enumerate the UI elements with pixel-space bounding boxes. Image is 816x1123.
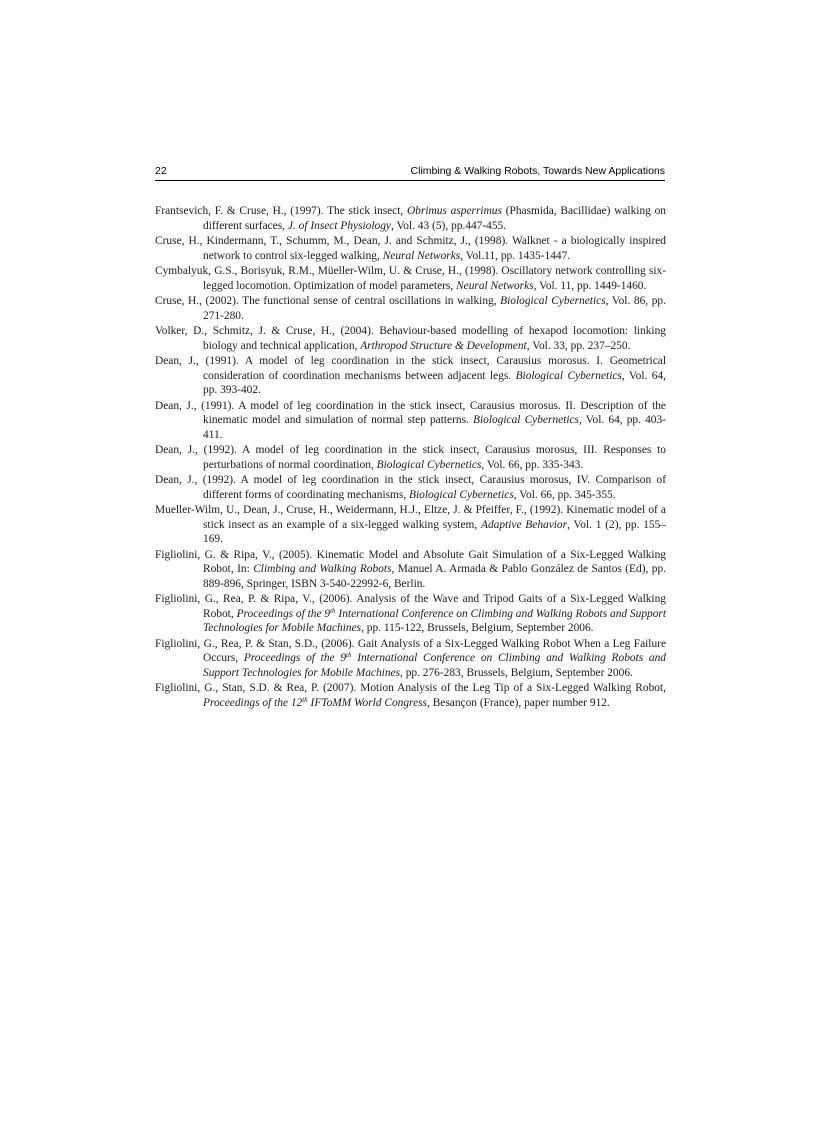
reference-item: Dean, J., (1992). A model of leg coordination in the stick insect, Carausius morosus, IV. Comparison of different forms of coordinating mechanisms, Biological Cybernetics, Vol. 66, pp. 345-355. [155, 474, 666, 501]
reference-item: Cruse, H., Kindermann, T., Schumm, M., Dean, J. and Schmitz, J., (1998). Walknet - a biologically inspired network to control six-legged walking, Neural Networks, Vol.11, pp. 1435-1447. [155, 235, 666, 262]
reference-item: Dean, J., (1991). A model of leg coordination in the stick insect, Carausius morosus. I. Geometrical consideration of coordination mechanisms between adjacent legs. Biological Cybernetics, Vol. 64, pp. 393-402. [155, 355, 666, 396]
page-header [155, 164, 665, 181]
page-number: 22 [155, 165, 167, 177]
reference-item: Figliolini, G., Rea, P. & Stan, S.D., (2006). Gait Analysis of a Six-Legged Walking Robot When a Leg Failure Occurs, Proceedings of the 9th International Conference on Climbing and Walking Robots and Support Technologies for Mobile Machines, pp. 276-283, Brussels, Belgium, September 2006. [155, 637, 666, 679]
running-title: Climbing & Walking Robots, Towards New Applications [410, 165, 665, 177]
reference-item: Volker, D., Schmitz, J. & Cruse, H., (2004). Behaviour-based modelling of hexapod locomotion: linking biology and technical application, Arthropod Structure & Development, Vol. 33, pp. 237–250. [155, 325, 666, 352]
reference-item: Figliolini, G. & Ripa, V., (2005). Kinematic Model and Absolute Gait Simulation of a Six-Legged Walking Robot, In: Climbing and Walking Robots, Manuel A. Armada & Pablo González de Santos (Ed), pp. 889-896, Springer, ISBN 3-540-22992-6, Berlin. [155, 548, 667, 590]
reference-item: Cruse, H., (2002). The functional sense of central oscillations in walking, Biological Cybernetics, Vol. 86, pp. 271-280. [155, 295, 666, 322]
reference-list [155, 204, 666, 711]
reference-item: Figliolini, G., Stan, S.D. & Rea, P. (2007). Motion Analysis of the Leg Tip of a Six-Legged Walking Robot, Proceedings of the 12th IFToMM World Congress, Besançon (France), paper number 912. [155, 682, 666, 709]
reference-item: Dean, J., (1991). A model of leg coordination in the stick insect, Carausius morosus. II. Description of the kinematic model and simulation of normal step patterns. Biological Cybernetics, Vol. 64, pp. 403-411. [155, 399, 666, 441]
reference-item: Mueller-Wilm, U., Dean, J., Cruse, H., Weidermann, H.J., Eltze, J. & Pfeiffer, F., (1992). Kinematic model of a stick insect as an example of a six-legged walking system, Adaptive Behavior, Vol. 1 (2), pp. 155–169. [155, 504, 666, 545]
reference-item: Frantsevich, F. & Cruse, H., (1997). The stick insect, Obrimus asperrimus (Phasmida, Bacillidae) walking on different surfaces, J. of Insect Physiology, Vol. 43 (5), pp.447-455. [155, 205, 666, 232]
reference-item: Dean, J., (1992). A model of leg coordination in the stick insect, Carausius morosus, III. Responses to perturbations of normal coordination, Biological Cybernetics, Vol. 66, pp. 335-343. [155, 444, 666, 471]
reference-item: Figliolini, G., Rea, P. & Ripa, V., (2006). Analysis of the Wave and Tripod Gaits of a Six-Legged Walking Robot, Proceedings of the 9th International Conference on Climbing and Walking Robots and Support Technologies for Mobile Machines, pp. 115-122, Brussels, Belgium, September 2006. [155, 593, 667, 634]
reference-item: Cymbalyuk, G.S., Borisyuk, R.M., Müeller-Wilm, U. & Cruse, H., (1998). Oscillatory network controlling six-legged locomotion. Optimization of model parameters, Neural Networks, Vol. 11, pp. 1449-1460. [155, 265, 666, 292]
